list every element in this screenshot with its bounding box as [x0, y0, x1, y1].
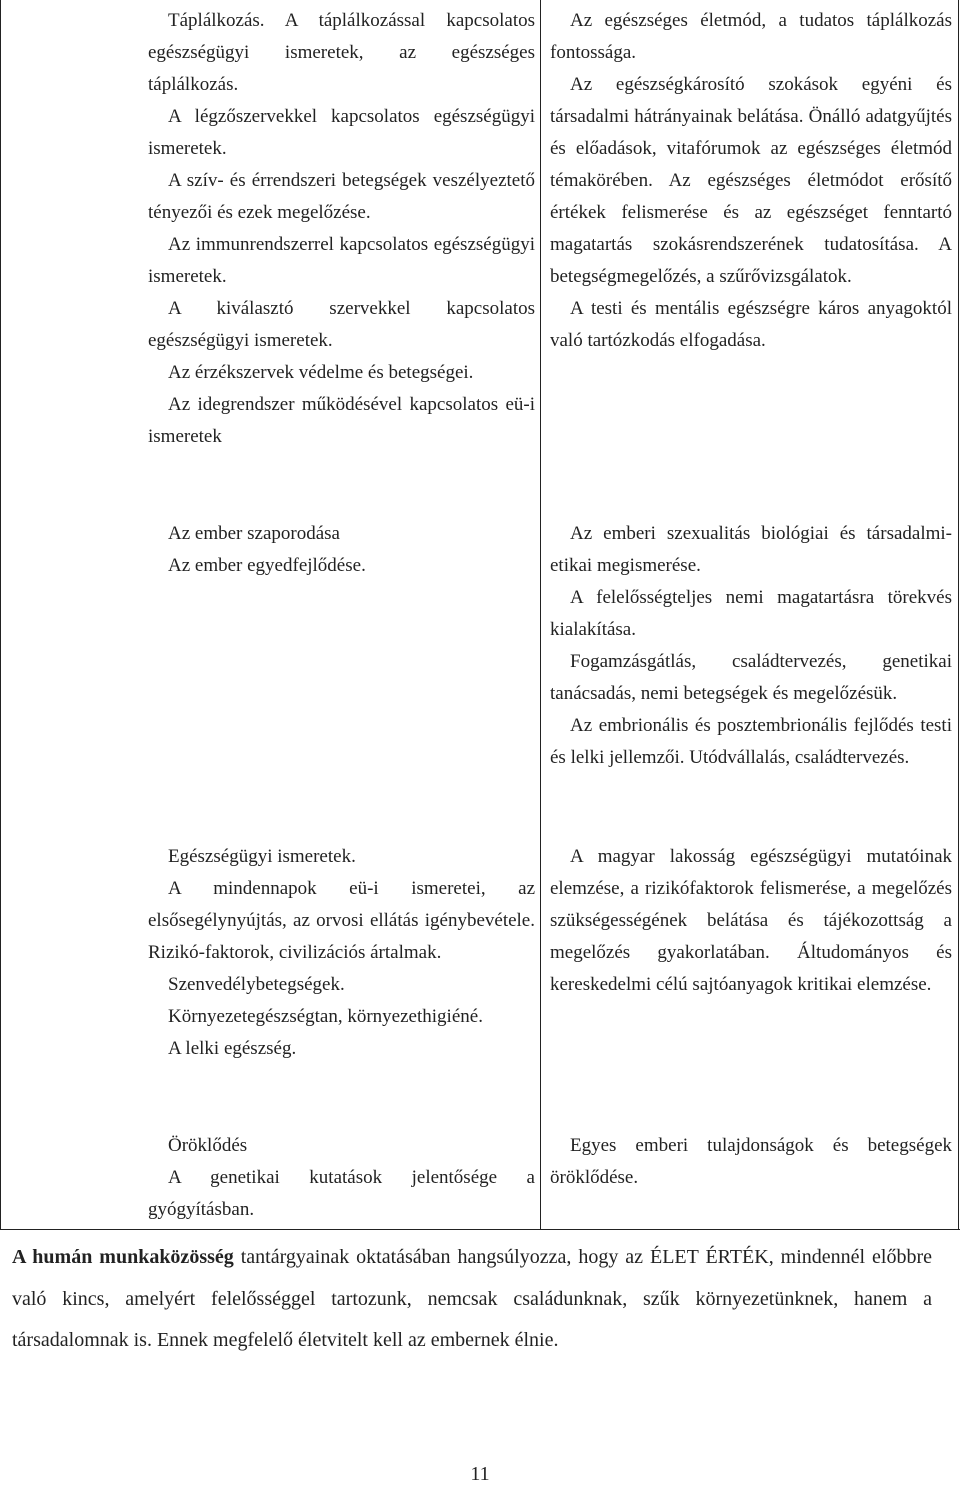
table-text: Az egészséges életmód, a tudatos táplálkozás fontossága.: [550, 10, 952, 63]
table-cell-right-2: [550, 518, 952, 774]
table-cell-right-4: [550, 1130, 952, 1194]
table-text: Az ember szaporodása: [168, 523, 340, 544]
table-text: Szenvedélybetegségek.: [168, 974, 345, 995]
table-text: A szív- és érrendszeri betegségek veszélyeztető tényezői és ezek megelőzése.: [148, 170, 535, 223]
table-text: Táplálkozás. A táplálkozással kapcsolatos egészségügyi ismeretek, az egészséges táplálkozás.: [148, 10, 535, 95]
table-text: Az ember egyedfejlődése.: [168, 555, 366, 576]
paragraph-bold-lead: A humán munkaközösség: [12, 1246, 234, 1268]
table-text: Egyes emberi tulajdonságok és betegségek öröklődése.: [550, 1135, 952, 1188]
table-text: A genetikai kutatások jelentősége a gyógyításban.: [148, 1167, 535, 1220]
table-column-divider: [540, 0, 541, 1230]
table-text: Az egészségkárosító szokások egyéni és társadalmi hátrányainak belátása. Önálló adatgyűjtés és előadások, vitafórumok az egészséges életmód témakörében. Az egészséges életmódot erősítő értékek felismerése és az egészséget fenntartó magatartás szokásrendszerének tudatosítása. A betegségmegelőzés, a szűrővizsgálatok.: [550, 74, 952, 287]
table-text: A felelősségteljes nemi magatartásra törekvés kialakítása.: [550, 587, 952, 640]
table-cell-left-3: [148, 841, 535, 1065]
table-text: Az idegrendszer működésével kapcsolatos eü-i ismeretek: [148, 394, 535, 447]
body-paragraph: [12, 1237, 932, 1362]
table-cell-right-3: [550, 841, 952, 1001]
table-cell-left-4: [148, 1130, 535, 1226]
table-text: Egészségügyi ismeretek.: [168, 846, 356, 867]
table-text: A testi és mentális egészségre káros anyagoktól való tartózkodás elfogadása.: [550, 298, 952, 351]
table-cell-left-2: [148, 518, 535, 582]
table-border-right: [958, 0, 959, 1230]
table-cell-right-1: [550, 5, 952, 357]
table-text: Környezetegészségtan, környezethigiéné.: [168, 1006, 483, 1027]
table-text: Az embrionális és posztembrionális fejlődés testi és lelki jellemzői. Utódvállalás, családtervezés.: [550, 715, 952, 768]
table-text: Az érzékszervek védelme és betegségei.: [168, 362, 474, 383]
table-text: A kiválasztó szervekkel kapcsolatos egészségügyi ismeretek.: [148, 298, 535, 351]
table-text: Fogamzásgátlás, családtervezés, genetikai tanácsadás, nemi betegségek és megelőzésük.: [550, 651, 952, 704]
table-text: Öröklődés: [168, 1135, 248, 1156]
table-text: Az emberi szexualitás biológiai és társadalmi-etikai megismerése.: [550, 523, 952, 576]
table-text: A lelki egészség.: [168, 1038, 297, 1059]
table-text: A légzőszervekkel kapcsolatos egészségügyi ismeretek.: [148, 106, 535, 159]
table-border-left: [0, 0, 1, 1230]
page-number: 11: [470, 1463, 490, 1485]
table-text: A mindennapok eü-i ismeretei, az elsősegélynyújtás, az orvosi ellátás igénybevétele. Rizikó-faktorok, civilizációs ártalmak.: [148, 878, 535, 963]
table-text: A magyar lakosság egészségügyi mutatóinak elemzése, a rizikófaktorok felismerése, a megelőzés szükségességének belátása és tájékozottság a megelőzés gyakorlatában. Áltudományos és kereskedelmi célú sajtóanyagok kritikai elemzése.: [550, 846, 952, 995]
table-text: Az immunrendszerrel kapcsolatos egészségügyi ismeretek.: [148, 234, 535, 287]
table-border-bottom: [0, 1229, 960, 1230]
table-cell-left-1: [148, 5, 535, 453]
paragraph-text: tantárgyainak oktatásában hangsúlyozza, hogy az ÉLET ÉRTÉK, mindennél előbbre való kincs, amelyért felelősséggel tartozunk, nemcsak családunknak, szűk környezetünknek, hanem a társadalomnak is. Ennek megfelelő életvitelt kell az embernek élnie.: [12, 1246, 932, 1351]
